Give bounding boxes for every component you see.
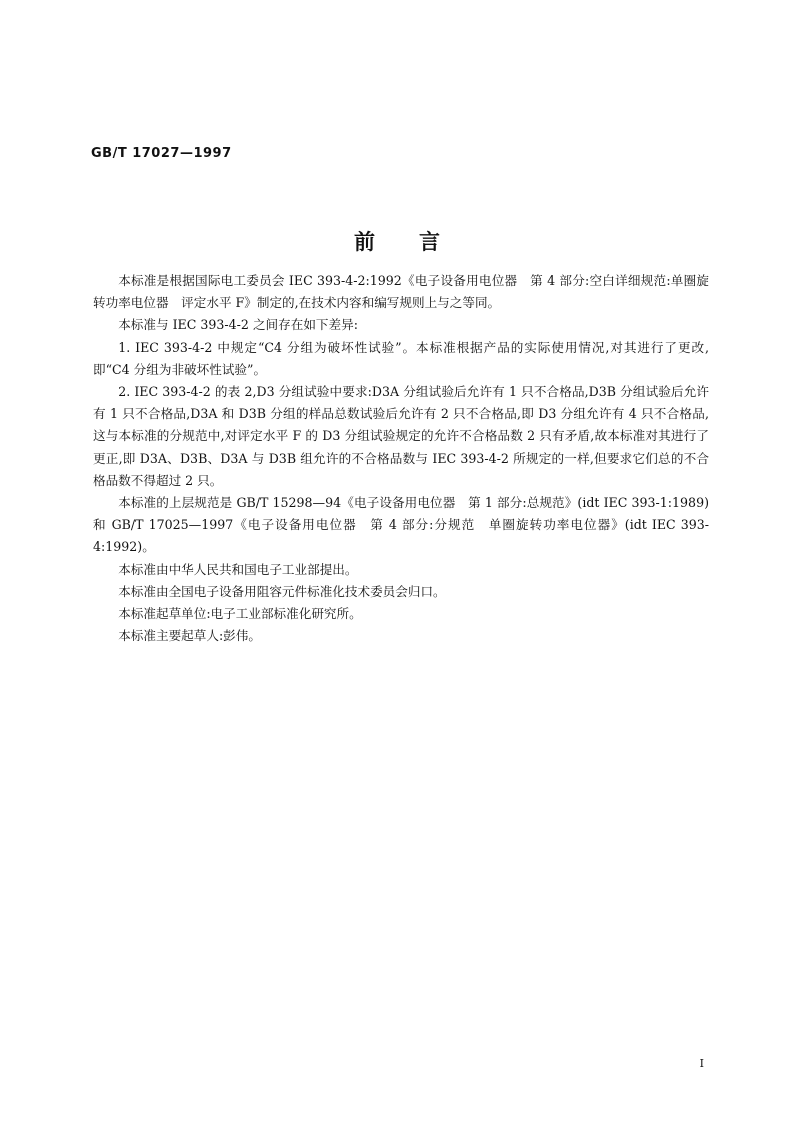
page-number: I <box>699 1057 704 1070</box>
paragraph-drafter: 本标准主要起草人:彭伟。 <box>118 628 261 644</box>
paragraph-difference-2: 2. IEC 393-4-2 的表 2,D3 分组试验中要求:D3A 分组试验后允许有 1 只不合格品,D3B 分组试验后允许有 1 只不合格品,D3A 和 D3B 分组的样品总数试验后允许有 2 只不合格品,即 D3 分组允许有 4 只不合格品,这与本标准的分规范中,对评定水平 F 的 D3 分组试验规定的允许不合格品数 2 只有矛盾,故本标准对其进行了更正,即 D3A、D3B、D3A 与 D3B 组允许的不合格品数与 IEC 393-4-2 所规定的一样,但要求它们总的不合格品数不得超过 2 只。 <box>93 384 709 488</box>
foreword-body <box>93 270 709 647</box>
paragraph-difference-1: 1. IEC 393-4-2 中规定“C4 分组为破坏性试验”。本标准根据产品的实际使用情况,对其进行了更改,即“C4 分组为非破坏性试验”。 <box>93 339 709 377</box>
paragraph-differences-intro: 本标准与 IEC 393-4-2 之间存在如下差异: <box>118 317 358 333</box>
paragraph-basis: 本标准是根据国际电工委员会 IEC 393-4-2:1992《电子设备用电位器 第 4 部分:空白详细规范:单圈旋转功率电位器 评定水平 F》制定的,在技术内容和编写规则上与之等同。 <box>93 273 709 311</box>
standard-code: GB/T 17027—1997 <box>91 146 232 161</box>
page-title: 前言 <box>354 230 484 254</box>
paragraph-administered-by: 本标准由全国电子设备用阻容元件标准化技术委员会归口。 <box>118 583 446 599</box>
paragraph-upper-specs: 本标准的上层规范是 GB/T 15298—94《电子设备用电位器 第 1 部分:总规范》(idt IEC 393-1:1989)和 GB/T 17025—1997《电子设备用电位器 第 4 部分:分规范 单圈旋转功率电位器》(idt IEC 393-4:1992)。 <box>93 495 709 555</box>
paragraph-proposed-by: 本标准由中华人民共和国电子工业部提出。 <box>118 561 358 577</box>
paragraph-drafting-unit: 本标准起草单位:电子工业部标准化研究所。 <box>118 606 362 622</box>
